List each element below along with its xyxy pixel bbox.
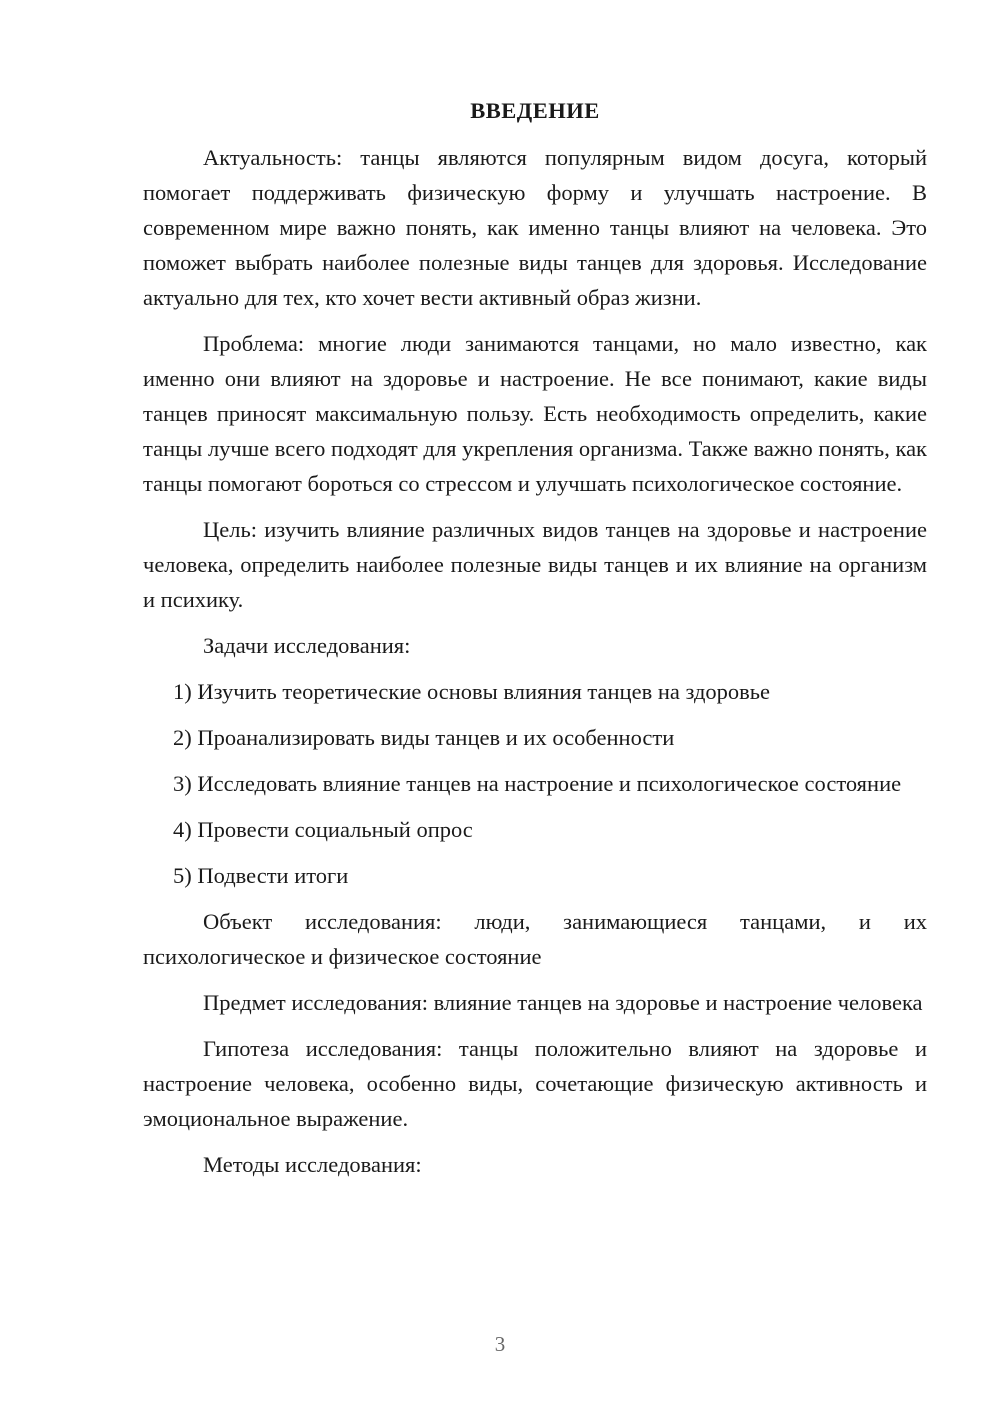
task-item-3: 3) Исследовать влияние танцев на настроение и психологическое состояние [173, 771, 902, 796]
document-page [143, 96, 927, 1193]
paragraph-object: Объект исследования: люди, занимающиеся танцами, и их психологическое и физическое состояние [143, 909, 927, 969]
task-item-5: 5) Подвести итоги [173, 863, 349, 888]
page-number: 3 [494, 1332, 506, 1356]
paragraph-hypothesis: Гипотеза исследования: танцы положительно влияют на здоровье и настроение человека, особенно виды, сочетающие физическую активность и эмоциональное выражение. [143, 1036, 927, 1131]
task-item-4: 4) Провести социальный опрос [173, 817, 473, 842]
paragraph-subject: Предмет исследования: влияние танцев на здоровье и настроение человека [203, 990, 923, 1015]
paragraph-methods: Методы исследования: [203, 1152, 422, 1177]
paragraph-problem: Проблема: многие люди занимаются танцами, но мало известно, как именно они влияют на здоровье и настроение. Не все понимают, какие виды танцев приносят максимальную пользу. Есть необходимость определить, какие танцы лучше всего подходят для укрепления организма. Также важно понять, как танцы помогают бороться со стрессом и улучшать психологическое состояние. [143, 331, 927, 496]
paragraph-tasks-heading: Задачи исследования: [203, 633, 411, 658]
task-item-1: 1) Изучить теоретические основы влияния танцев на здоровье [173, 679, 771, 704]
task-item-2: 2) Проанализировать виды танцев и их особенности [173, 725, 675, 750]
section-title: ВВЕДЕНИЕ [470, 98, 600, 123]
paragraph-relevance: Актуальность: танцы являются популярным видом досуга, который помогает поддерживать физическую форму и улучшать настроение. В современном мире важно понять, как именно танцы влияют на человека. Это поможет выбрать наиболее полезные виды танцев для здоровья. Исследование актуально для тех, кто хочет вести активный образ жизни. [143, 145, 927, 310]
paragraph-goal: Цель: изучить влияние различных видов танцев на здоровье и настроение человека, определить наиболее полезные виды танцев и их влияние на организм и психику. [143, 517, 927, 612]
